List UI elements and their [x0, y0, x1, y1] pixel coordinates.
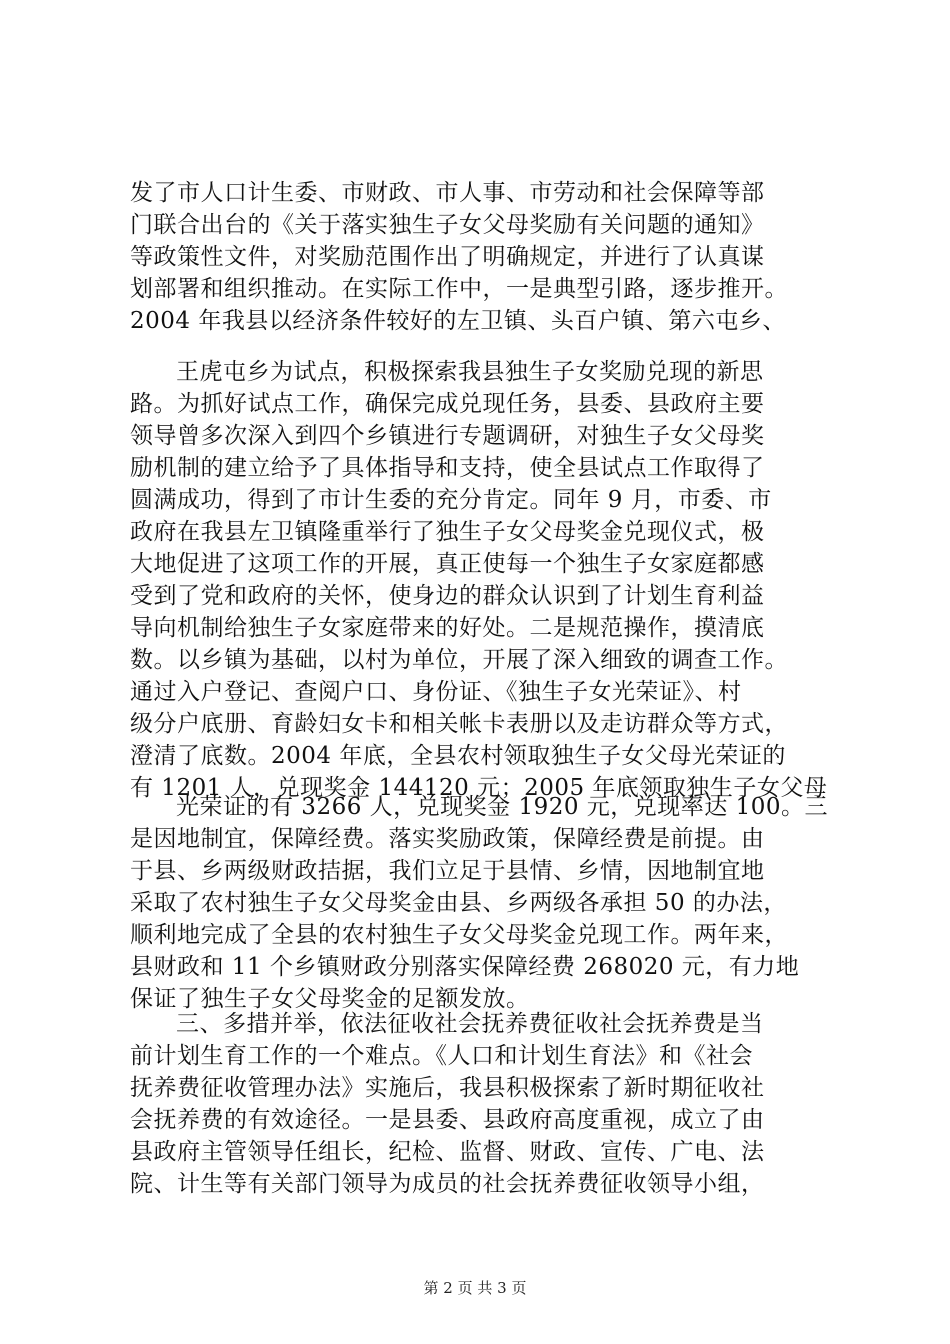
text-line: 等政策性文件，对奖励范围作出了明确规定，并进行了认真谋 — [130, 244, 765, 270]
text-line: 领导曾多次深入到四个乡镇进行专题调研，对独生子女父母奖 — [130, 423, 765, 449]
text-line: 顺利地完成了全县的农村独生子女父母奖金兑现工作。两年来， — [130, 922, 788, 948]
text-line: 采取了农村独生子女父母奖金由县、乡两级各承担 50 的办法， — [130, 890, 787, 916]
text-line: 圆满成功，得到了市计生委的充分肯定。同年 9 月，市委、市 — [130, 487, 772, 513]
text-line: 门联合出台的《关于落实独生子女父母奖励有关问题的通知》 — [130, 212, 765, 238]
text-line: 院、计生等有关部门领导为成员的社会抚养费征收领导小组， — [130, 1171, 765, 1197]
text-line: 发了市人口计生委、市财政、市人事、市劳动和社会保障等部 — [130, 180, 765, 206]
text-line: 有 1201 人，兑现奖金 144120 元；2005 年底领取独生子女父母 — [130, 775, 828, 801]
text-line: 会抚养费的有效途径。一是县委、县政府高度重视，成立了由 — [130, 1107, 765, 1133]
text-line: 政府在我县左卫镇隆重举行了独生子女父母奖金兑现仪式，极 — [130, 519, 765, 545]
text-line: 前计划生育工作的一个难点。《人口和计划生育法》和《社会 — [130, 1043, 753, 1069]
page-number-label: 第 2 页 共 3 页 — [423, 1279, 527, 1297]
text-line: 王虎屯乡为试点，积极探索我县独生子女奖励兑现的新思 — [176, 359, 764, 385]
text-line: 通过入户登记、查阅户口、身份证、《独生子女光荣证》、村 — [130, 679, 742, 705]
text-line: 2004 年我县以经济条件较好的左卫镇、头百户镇、第六屯乡、 — [130, 308, 786, 334]
text-line: 路。为抓好试点工作，确保完成兑现任务，县委、县政府主要 — [130, 391, 765, 417]
page-footer — [0, 1278, 950, 1298]
text-line: 抚养费征收管理办法》实施后，我县积极探索了新时期征收社 — [130, 1075, 765, 1101]
paragraph-3 — [130, 791, 830, 1015]
text-line: 数。以乡镇为基础，以村为单位，开展了深入细致的调查工作。 — [130, 647, 788, 673]
paragraph-2 — [130, 356, 830, 804]
text-line: 受到了党和政府的关怀，使身边的群众认识到了计划生育利益 — [130, 583, 765, 609]
text-line: 县财政和 11 个乡镇财政分别落实保障经费 268020 元，有力地 — [130, 954, 800, 980]
text-line: 光荣证的有 3266 人，兑现奖金 1920 元，兑现率达 100。三 — [176, 794, 829, 820]
paragraph-1 — [130, 177, 830, 337]
text-line: 划部署和组织推动。在实际工作中，一是典型引路，逐步推开。 — [130, 276, 788, 302]
text-line: 三、多措并举，依法征收社会抚养费征收社会抚养费是当 — [176, 1011, 764, 1037]
text-line: 级分户底册、育龄妇女卡和相关帐卡表册以及走访群众等方式， — [130, 711, 788, 737]
paragraph-4 — [130, 1008, 830, 1200]
text-line: 大地促进了这项工作的开展，真正使每一个独生子女家庭都感 — [130, 551, 765, 577]
text-line: 保证了独生子女父母奖金的足额发放。 — [130, 986, 530, 1012]
text-line: 是因地制宜，保障经费。落实奖励政策，保障经费是前提。由 — [130, 826, 765, 852]
text-line: 导向机制给独生子女家庭带来的好处。二是规范操作，摸清底 — [130, 615, 765, 641]
text-line: 于县、乡两级财政拮据，我们立足于县情、乡情，因地制宜地 — [130, 858, 765, 884]
text-line: 县政府主管领导任组长，纪检、监督、财政、宣传、广电、法 — [130, 1139, 765, 1165]
text-line: 励机制的建立给予了具体指导和支持，使全县试点工作取得了 — [130, 455, 765, 481]
text-line: 澄清了底数。2004 年底，全县农村领取独生子女父母光荣证的 — [130, 743, 786, 769]
